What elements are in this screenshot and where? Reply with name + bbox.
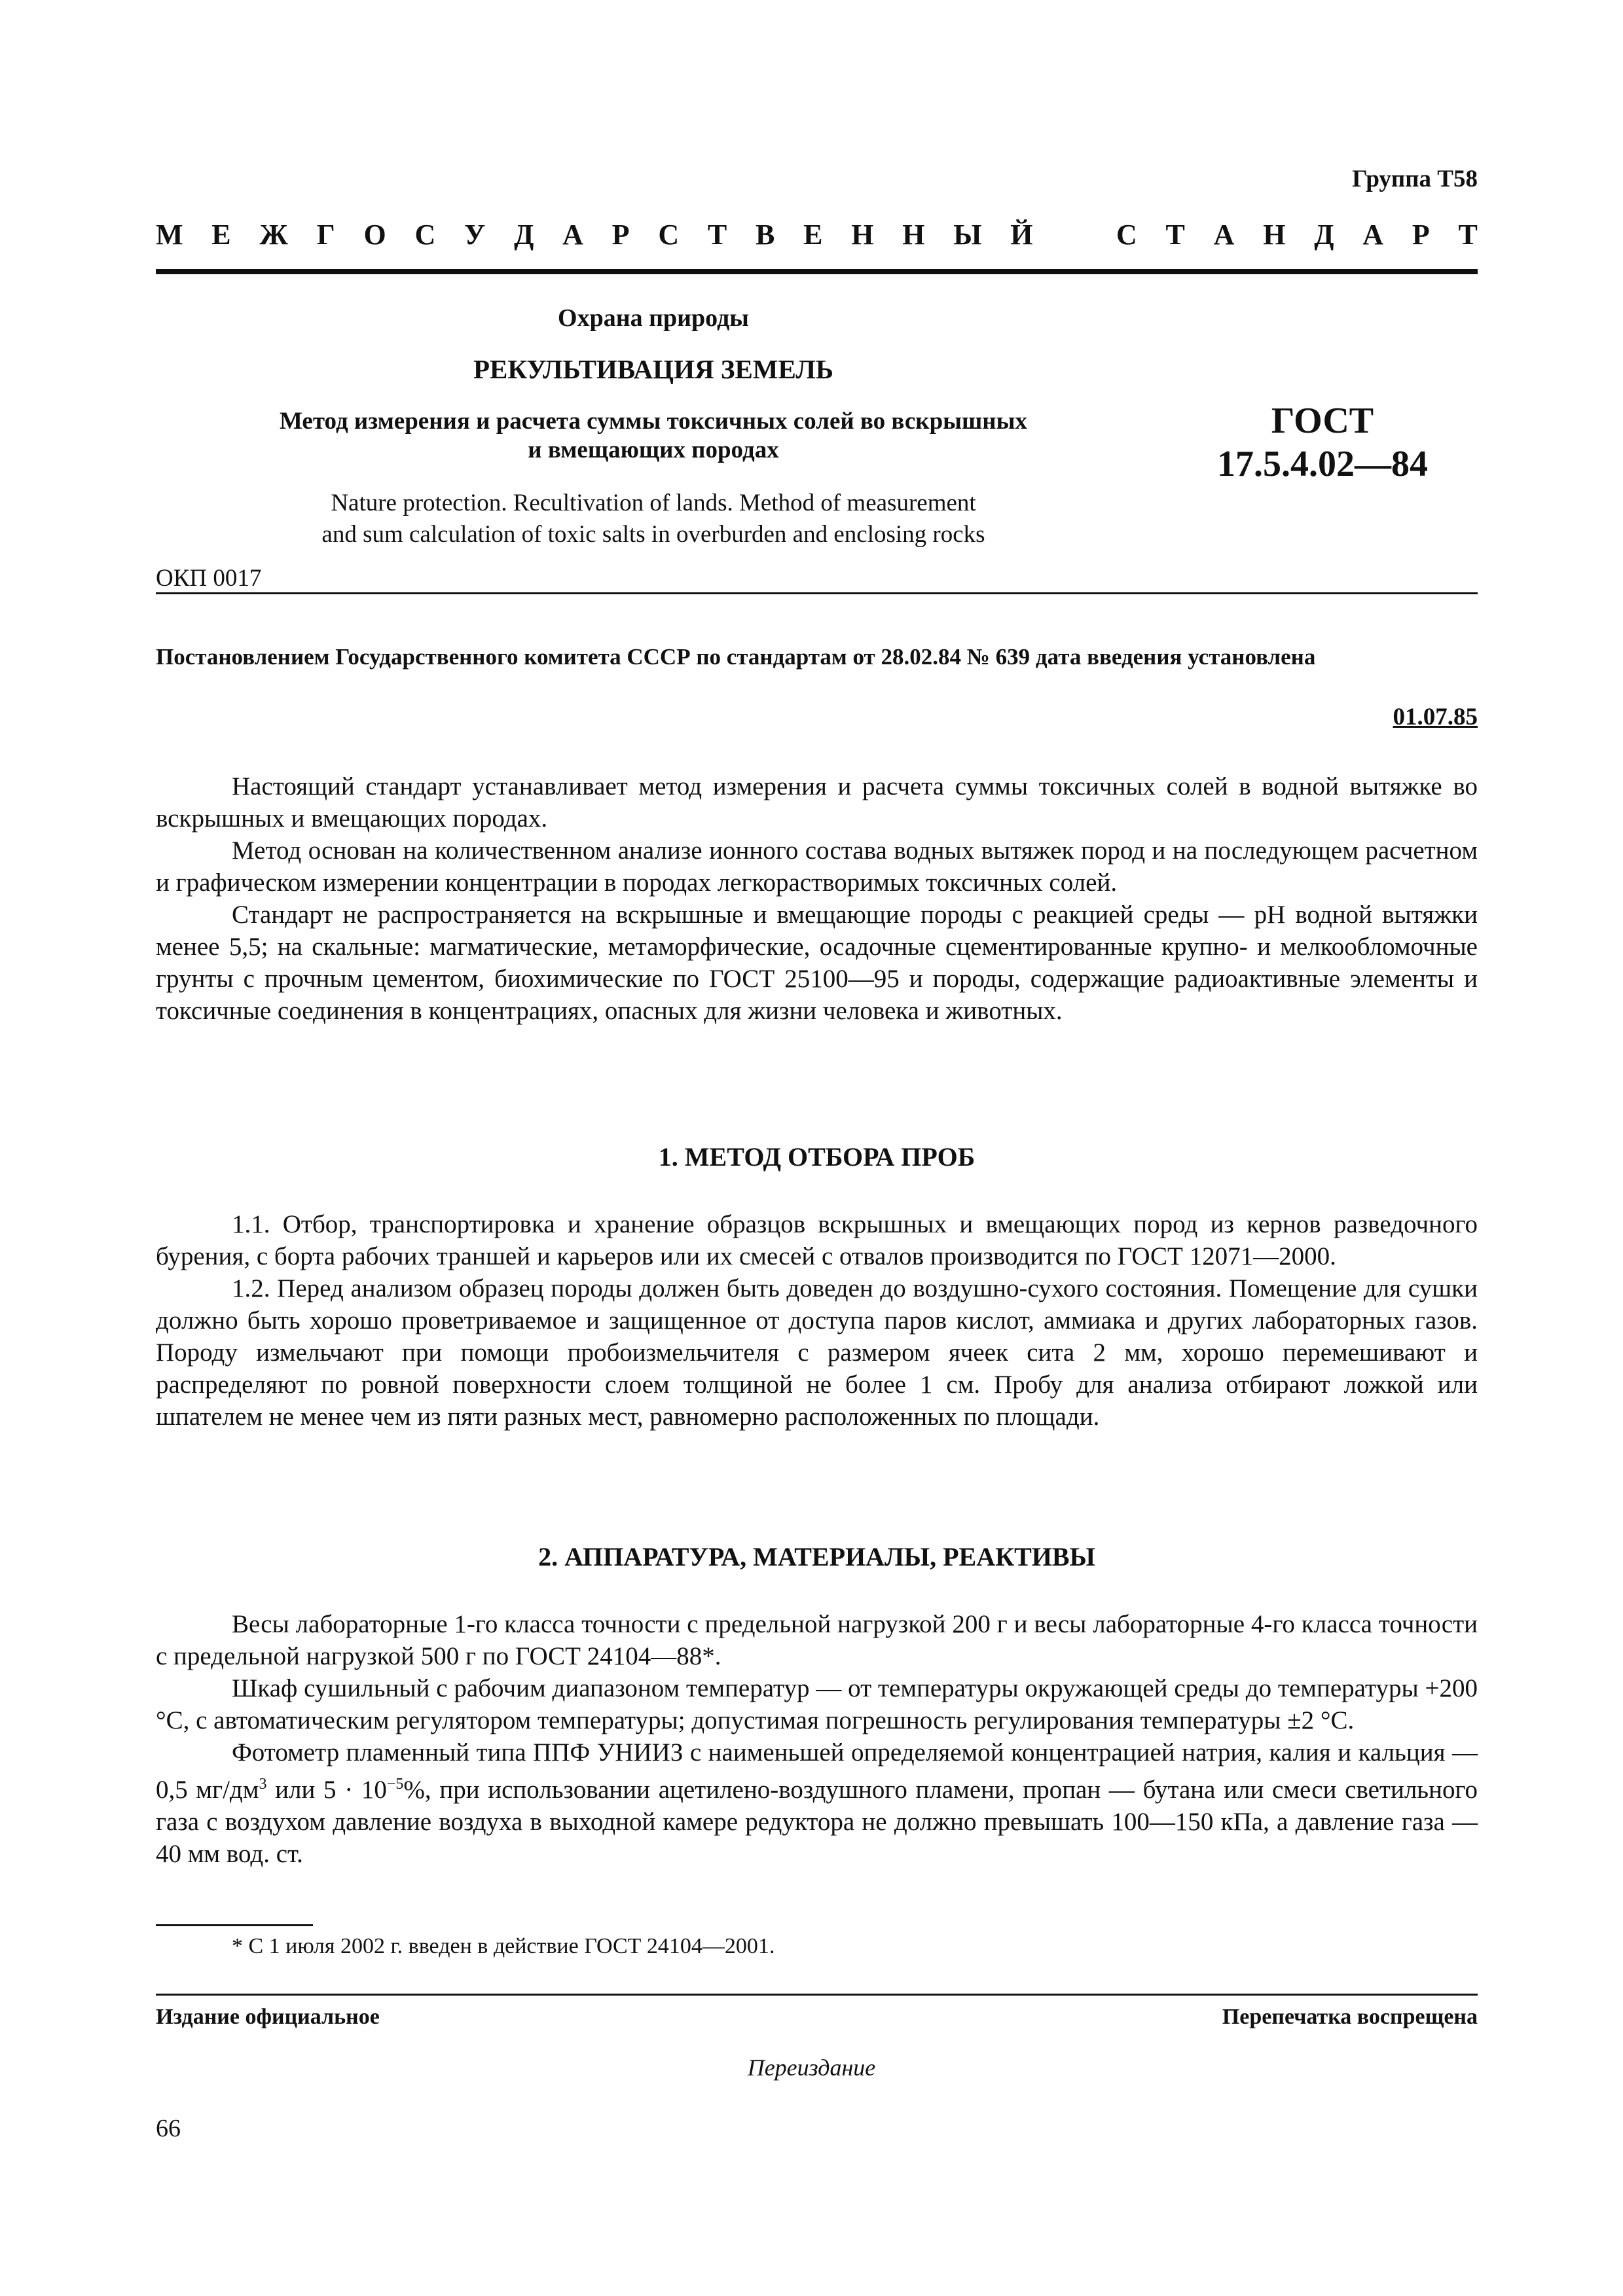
letter: А (562, 219, 583, 251)
letter: А (1362, 219, 1384, 251)
method-title-line: Метод измерения и расчета суммы токсичных солей во вскрышных (279, 408, 1027, 435)
method-title (156, 407, 1151, 465)
method-title-line: и вмещающих породах (528, 437, 779, 463)
paragraph: 1.1. Отбор, транспортировка и хранение образцов вскрышных и вмещающих пород из кернов разведочного бурения, с борта рабочих траншей и карьеров или их смесей с отвалов производится по ГОСТ 12071—2000. (156, 1210, 1478, 1270)
letter: Н (851, 219, 874, 251)
text-span: %, при использовании ацетилено-воздушного пламени, пропан — бутана или смеси светильного газа с воздухом давление воздуха в выходной камере редуктора не должно превышать 100—150 кПа, а давление газа — 40 мм вод. ст. (156, 1776, 1478, 1868)
section-heading: 2. АППАРАТУРА, МАТЕРИАЛЫ, РЕАКТИВЫ (538, 1542, 1095, 1571)
intro-text (156, 770, 1478, 1027)
letter: Т (1165, 219, 1185, 251)
interstate-standard-banner (156, 218, 1478, 257)
letter: Н (902, 219, 925, 251)
section1-text (156, 1208, 1478, 1433)
footnote-rule (156, 1924, 313, 1926)
paragraph: Шкаф сушильный с рабочим диапазоном температур — от температуры окружающей среды до температуры +200 °C, с автоматическим регулятором температуры; допустимая погрешность регулирования температуры ±2 °C. (156, 1674, 1478, 1734)
letter: Т (1458, 219, 1478, 251)
superscript: 3 (259, 1776, 267, 1793)
letter: Р (1412, 219, 1430, 251)
letter: Й (1010, 219, 1033, 251)
paragraph: Стандарт не распространяется на вскрышные и вмещающие породы с реакцией среды — pH водной вытяжки менее 5,5; на скальные: магматические, метаморфические, осадочные сцементированные крупно- и мелкообломочные грунты с прочным цементом, биохимические по ГОСТ 25100—95 и породы, содержащие радиоактивные элементы и токсичные соединения в концентрациях, опасных для жизни человека и животных. (156, 901, 1478, 1025)
gost-label: ГОСТ (1271, 401, 1374, 441)
reissue-label: Переиздание (747, 2054, 876, 2081)
letter: Т (707, 219, 727, 251)
section-heading: 1. МЕТОД ОТБОРА ПРОБ (658, 1142, 976, 1172)
header-rule (156, 269, 1478, 274)
letter: Ы (953, 219, 982, 251)
decree-date: 01.07.85 (1393, 704, 1478, 730)
text-span: или 5 · 10 (266, 1776, 387, 1804)
group-label: Группа Т58 (1352, 166, 1478, 192)
word-gap (1061, 218, 1087, 257)
letter: Д (1314, 219, 1334, 251)
letter: В (756, 219, 775, 251)
decree-text: Постановлением Государственного комитета СССР по стандартам от 28.02.84 № 639 дата введения установлена (156, 644, 1316, 670)
reprint-prohibited-label: Перепечатка воспрещена (1222, 2005, 1478, 2029)
letter: О (363, 219, 386, 251)
letter: С (658, 219, 680, 251)
okp-code: ОКП 0017 (156, 565, 262, 592)
superscript: −5 (386, 1776, 404, 1793)
paragraph: 1.2. Перед анализом образец породы должен быть доведен до воздушно-сухого состояния. Помещение для сушки должно быть хорошо проветриваемое и защищенное от доступа паров кислот, аммиака и других лабораторных газов. Породу измельчают при помощи пробоизмельчителя с размером ячеек сита 2 мм, хорошо перемешивают и распределяют по ровной поверхности слоем толщиной не более 1 см. Пробу для анализа отбирают ложкой или шпателем не менее чем из пяти разных мест, равномерно расположенных по площади. (156, 1274, 1478, 1431)
letter: Е (803, 219, 823, 251)
footer-rule (156, 1994, 1478, 1996)
letter: У (464, 219, 486, 251)
paragraph: Весы лабораторные 1-го класса точности с предельной нагрузкой 200 г и весы лабораторные 4-го класса точности с предельной нагрузкой 500 г по ГОСТ 24104—88*. (156, 1610, 1478, 1670)
footnote: * С 1 июля 2002 г. введен в действие ГОСТ 24104—2001. (232, 1934, 775, 1958)
letter: А (1213, 219, 1235, 251)
english-title-line: and sum calculation of toxic salts in overburden and enclosing rocks (321, 521, 985, 548)
paragraph-photometer (156, 1736, 1478, 1870)
letter: Г (316, 219, 335, 251)
text-span: Фотометр пламенный типа ППФ УНИИЗ с наименьшей определяемой концентрацией натрия, калия и кальция — 0,5 мг/дм (156, 1738, 1478, 1804)
letter: М (156, 219, 183, 251)
paragraph: Настоящий стандарт устанавливает метод измерения и расчета суммы токсичных солей в водной вытяжке во вскрышных и вмещающих породах. (156, 772, 1478, 833)
main-title: РЕКУЛЬТИВАЦИЯ ЗЕМЕЛЬ (473, 354, 833, 384)
letter: Д (514, 219, 534, 251)
english-title-line: Nature protection. Recultivation of lands. Method of measurement (331, 490, 976, 516)
gost-number: 17.5.4.02—84 (1217, 444, 1428, 484)
letter: Р (611, 219, 630, 251)
paragraph: Метод основан на количественном анализе ионного состава водных вытяжек пород и на последующем расчетном и графическом измерении концентрации в породах легкорастворимых токсичных солей. (156, 836, 1478, 897)
letter: Н (1263, 219, 1286, 251)
subject-title: Охрана природы (558, 304, 749, 332)
section2-text (156, 1608, 1478, 1870)
letter: Е (211, 219, 231, 251)
letter: Ж (259, 219, 288, 251)
official-edition-label: Издание официальное (156, 2005, 380, 2029)
letter: С (414, 219, 436, 251)
letter: С (1116, 219, 1137, 251)
gost-designation (1178, 399, 1467, 486)
title-rule (156, 592, 1478, 594)
english-title (156, 488, 1151, 550)
page-number: 66 (156, 2115, 181, 2142)
